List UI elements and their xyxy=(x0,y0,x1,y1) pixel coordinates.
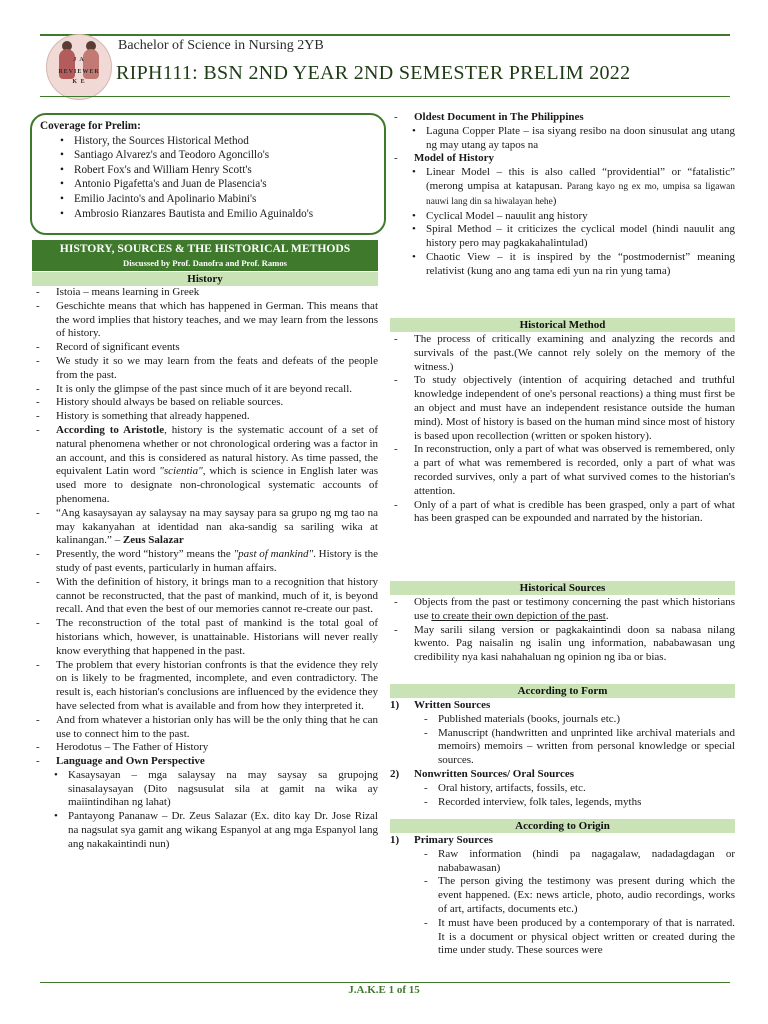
coverage-item: • Emilio Jacinto's and Apolinario Mabini's xyxy=(74,192,376,207)
according-to-origin-label: According to Origin xyxy=(390,819,735,833)
sub-item: - It must have been produced by a contemporary of that is narrated. It is a document or physical object written or created during the time under study. These sources were xyxy=(390,917,735,958)
list-item: - And from whatever a historian only has will be the only thing that he can use to connect him to the past. xyxy=(32,714,378,742)
coverage-title: Coverage for Prelim: xyxy=(40,120,141,132)
coverage-list xyxy=(40,134,376,222)
list-item: - The problem that every historian confronts is that the evidence they rely on is likely to be fragmented, incomplete, and even contradictory. The result is, each historian's conclusions are influenced by the evidence they have selected from what is available and from how they interpreted it. xyxy=(32,659,378,714)
list-item: - Geschichte means that which has happened in German. This means that the word implies that history teaches, and we may learn from the lessons of history. xyxy=(32,300,378,341)
bullet-item: • Cyclical Model – nauulit ang history xyxy=(390,210,735,224)
logo-text-top: J A xyxy=(73,57,85,63)
sub-item: - Raw information (hindi pa nagagalaw, nadadagdagan or nababawasan) xyxy=(390,848,735,876)
page-footer: J.A.K.E 1 of 15 xyxy=(348,984,420,996)
list-item: - History is something that already happened. xyxy=(32,410,378,424)
footer-rule xyxy=(40,982,730,983)
list-item: - With the definition of history, it brings man to a recognition that history cannot be reconstructed, that the past of mankind, much of it, is beyond recall. And that even the best of our memories cannot re-create our past. xyxy=(32,576,378,617)
header-top-rule xyxy=(40,34,730,36)
bullet-item: • Chaotic View – it is inspired by the “postmodernist” meaning relativist (kung ano ang tama edi yun na rin yung tama) xyxy=(390,251,735,279)
list-item: - The reconstruction of the total past of mankind is the total goal of historians which, however, is unattainable. Historians will never really know everything that happened in the past. xyxy=(32,617,378,658)
history-label: History xyxy=(32,272,378,286)
list-item: - Language and Own Perspective xyxy=(32,755,378,769)
according-to-form-label: According to Form xyxy=(390,684,735,698)
section-subtitle: Discussed by Prof. Danofra and Prof. Ramos xyxy=(123,258,287,268)
list-item: - Record of significant events xyxy=(32,341,378,355)
list-item: - Istoia – means learning in Greek xyxy=(32,286,378,300)
page-title: RIPH111: BSN 2ND YEAR 2ND SEMESTER PRELIM 2022 xyxy=(116,62,631,84)
sub-item: - Recorded interview, folk tales, legends, myths xyxy=(390,796,735,810)
section-header-bar xyxy=(32,240,378,271)
sub-item: - Manuscript (handwritten and unprinted like archival materials and memoirs) memoirs – written from personal knowledge or special sources. xyxy=(390,727,735,768)
left-column xyxy=(32,286,378,852)
sub-item: - The person giving the testimony was present during which the event happened. (Ex: news article, photo, audio recordings, works of art, artifacts, documents etc.) xyxy=(390,875,735,916)
header-bottom-rule xyxy=(40,96,730,97)
reviewer-logo xyxy=(46,34,112,100)
list-item: - To study objectively (intention of acquiring detached and truthful knowledge independent of one's personal reactions) a thing must first be an object and must have an independent resistance outside the human mind). Most of history is based on the human mind since most of history is based upon recollection (written or spoken history). xyxy=(390,374,735,443)
bullet-item: • Laguna Copper Plate – isa siyang resibo na doon sinusulat ang utang ng may utang ay tapos na xyxy=(390,125,735,153)
bullet-item: • Spiral Method – it criticizes the cyclical model (hindi nauulit ang history pero may pagkakahalintulad) xyxy=(390,223,735,251)
historical-sources-label: Historical Sources xyxy=(390,581,735,595)
list-item: - Oldest Document in The Philippines xyxy=(390,111,735,125)
sources-section xyxy=(390,596,735,665)
sub-item: - Oral history, artifacts, fossils, etc. xyxy=(390,782,735,796)
logo-text-bottom: K E xyxy=(72,79,86,85)
list-item: - Only of a part of what is credible has been grasped, only a part of what has been grasped can be expounded and narrated by the historian. xyxy=(390,499,735,527)
sub-item: - Published materials (books, journals etc.) xyxy=(390,713,735,727)
bullet-item: • Kasaysayan – mga salaysay na may saysay sa grupojng sinasalaysayan (Dito nagsusulat sila at gamit na wika ay maiintindihan ng lahat) xyxy=(32,769,378,810)
list-item: - Model of History xyxy=(390,152,735,166)
coverage-item: • Ambrosio Rianzares Bautista and Emilio Aguinaldo's xyxy=(74,207,376,222)
coverage-item: • History, the Sources Historical Method xyxy=(74,134,376,149)
logo-text-middle: REVIEWER xyxy=(58,69,100,75)
list-item: - The process of critically examining and analyzing the records and survivals of the past.(We cannot rely solely on the memory of the witness.) xyxy=(390,333,735,374)
aristotle-label: According to Aristotle xyxy=(56,423,165,436)
list-item: - Presently, the word “history” means the "past of mankind". History is the study of past events, particularly in human affairs. xyxy=(32,548,378,576)
coverage-box xyxy=(30,113,386,235)
coverage-item: • Santiago Alvarez's and Teodoro Agoncillo's xyxy=(74,148,376,163)
list-item: - According to Aristotle, history is the systematic account of a set of natural phenomena whether or not chronological ordering was a factor in an account, and this is considered as natural history. As time passed, the equivalent Latin word "scientia", which is science in English later was used more to designate non-chronological systematic accounts of phenomena. xyxy=(32,424,378,507)
historical-method-label: Historical Method xyxy=(390,318,735,332)
coverage-item: • Robert Fox's and William Henry Scott's xyxy=(74,163,376,178)
list-item: - We study it so we may learn from the feats and defeats of the people from the past. xyxy=(32,355,378,383)
numbered-item: 2) Nonwritten Sources/ Oral Sources xyxy=(390,767,574,780)
list-item: - It is only the glimpse of the past since much of it are beyond recall. xyxy=(32,383,378,397)
course-subtitle: Bachelor of Science in Nursing 2YB xyxy=(118,38,324,53)
list-item: - “Ang kasaysayan ay salaysay na may saysay para sa grupo ng mg tao na may kakanyahan at identidad nan aka-sandig sa sariling wika at kalinangan.” – Zeus Salazar xyxy=(32,507,378,548)
list-item: - History should always be based on reliable sources. xyxy=(32,396,378,410)
list-item: - Objects from the past or testimony concerning the past which historians use to create their own depiction of the past. xyxy=(390,596,735,624)
form-section xyxy=(390,699,735,809)
numbered-item: 1) Written Sources xyxy=(390,699,491,711)
origin-section xyxy=(390,834,735,958)
list-item: - May sarili silang version or pagkakaintindi doon sa nabasa nilang kwento. Pag naisalin ng isalin ung information, nababawasan ung credibility nya kasi nahahaluan ng opinion ng iba or bias. xyxy=(390,624,735,665)
bullet-item: • Linear Model – this is also called “providential” or “fatalistic” (merong umpisa at katapusan. Parang kayo ng ex mo, umpisa sa ligawan nauwi lang din sa hiwalayan hehe) xyxy=(390,166,735,209)
bullet-item: • Pantayong Pananaw – Dr. Zeus Salazar (Ex. dito kay Dr. Jose Rizal na nagsulat sya gamit ang wikang Espanyol at ang mga Espanyol lang ang nakakaintindi nun) xyxy=(32,810,378,851)
method-section xyxy=(390,333,735,526)
list-item: - Herodotus – The Father of History xyxy=(32,741,378,755)
section-title: HISTORY, SOURCES & THE HISTORICAL METHODS xyxy=(59,242,351,255)
coverage-item: • Antonio Pigafetta's and Juan de Plasencia's xyxy=(74,177,376,192)
right-column xyxy=(390,111,735,279)
list-item: - In reconstruction, only a part of what was observed is remembered, only a part of what was remembered is recorded, only a part of what was recorded survives, only a part of what survived comes to the historian's attention. xyxy=(390,443,735,498)
numbered-item: 1) Primary Sources xyxy=(390,834,493,846)
